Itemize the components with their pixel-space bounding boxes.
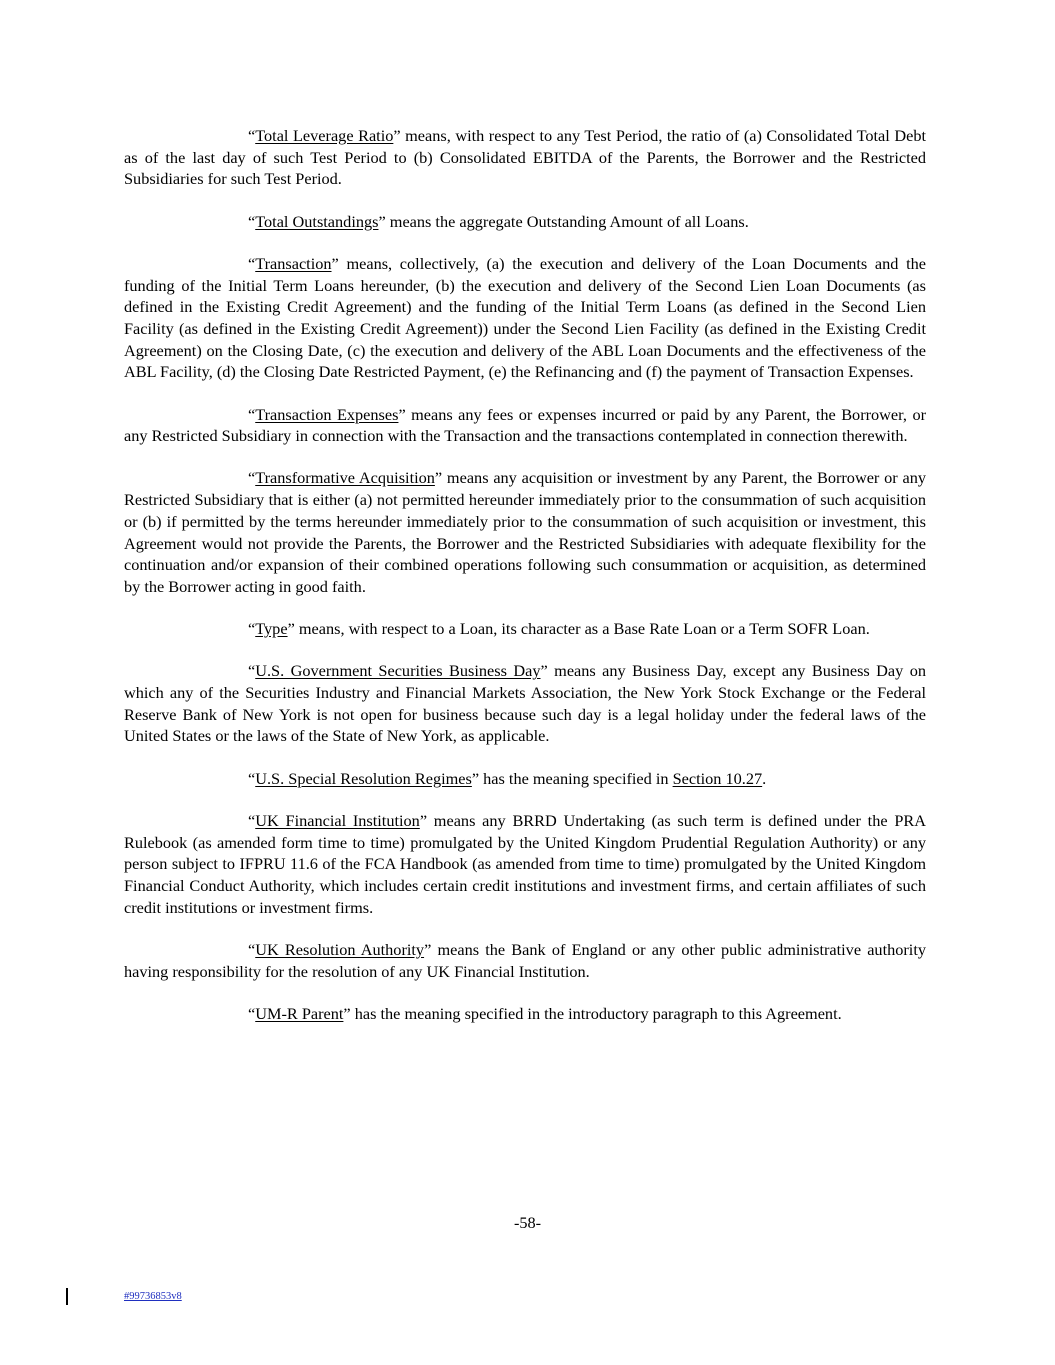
definition-um-r-parent [124, 1003, 926, 1025]
definition-text: means any fees or expenses incurred or paid by any Parent, the Borrower, or any Restricted Subsidiary in connection with the Transaction and the transactions contemplated in connection therewith. [124, 404, 927, 446]
open-quote: “ [248, 810, 256, 830]
definition-uk-resolution-authority [124, 939, 926, 982]
defined-term: U.S. Government Securities Business Day [255, 661, 541, 681]
revision-margin-bar [66, 1288, 68, 1305]
definition-text: has the meaning specified in [479, 768, 673, 788]
definition-us-government-securities-business-day [124, 660, 926, 747]
definition-text: has the meaning specified in the introductory paragraph to this Agreement. [350, 1003, 842, 1023]
defined-term: U.S. Special Resolution Regimes [255, 768, 472, 788]
close-quote: ” [398, 404, 406, 424]
defined-term: Total Leverage Ratio [255, 126, 394, 145]
close-quote: ” [419, 810, 428, 830]
close-quote: ” [287, 619, 295, 639]
open-quote: “ [248, 939, 256, 959]
open-quote: “ [248, 468, 256, 488]
defined-term: Type [255, 619, 288, 639]
defined-term: UK Financial Institution [255, 810, 420, 830]
defined-term: Total Outstandings [255, 211, 379, 231]
close-quote: ” [471, 768, 480, 788]
definition-text-end: . [762, 768, 767, 788]
open-quote: “ [248, 768, 256, 788]
open-quote: “ [248, 126, 256, 145]
close-quote: ” [378, 211, 386, 231]
definition-total-leverage-ratio [124, 125, 926, 190]
page-number: -58- [513, 1213, 542, 1232]
definition-transformative-acquisition [124, 467, 926, 597]
definition-us-special-resolution-regimes [124, 768, 926, 790]
definition-text: means, collectively, (a) the execution and delivery of the Loan Documents and the funding of the Initial Term Loans hereunder, (b) the execution and delivery of the Second Lien Loan Documents (as defined in the Existing Credit Agreement) and the funding of the Initial Term Loans (as defined in the Second Lien Facility (as defined in the Existing Credit Agreement)) under the Second Lien Facility (as defined in the Existing Credit Agreement) on the Closing Date, (c) the execution and delivery of the ABL Loan Documents and the effectiveness of the ABL Facility, (d) the Closing Date Restricted Payment, (e) the Refinancing and (f) the payment of Transaction Expenses. [124, 253, 926, 382]
close-quote: ” [540, 661, 548, 681]
definition-type [124, 618, 926, 640]
definition-text: means any acquisition or investment by any Parent, the Borrower or any Restricted Subsidiary that is either (a) not permitted hereunder immediately prior to the consummation of such acquisition or (b) if permitted by the terms hereunder immediately prior to the consummation of such acquisition or investment, this Agreement would not provide the Parents, the Borrower and the Restricted Subsidiaries with adequate flexibility for the continuation and/or expansion of their combined operations following such consummation or acquisition, as determined by the Borrower acting in good faith. [124, 468, 927, 596]
definition-total-outstandings [124, 211, 926, 233]
open-quote: “ [248, 661, 256, 681]
defined-term: Transaction Expenses [255, 404, 399, 424]
close-quote: ” [434, 468, 443, 488]
open-quote: “ [248, 253, 256, 273]
defined-term: Transformative Acquisition [255, 468, 435, 488]
defined-term: UM-R Parent [255, 1003, 344, 1023]
definition-text: means any Business Day, except any Business Day on which any of the Securities Industry and Financial Markets Association, the New York Stock Exchange or the Federal Reserve Bank of New York is not open for business because such day is a legal holiday under the federal laws of the United States or the laws of the State of New York, as applicable. [124, 661, 926, 746]
close-quote: ” [424, 939, 432, 959]
open-quote: “ [248, 619, 256, 639]
open-quote: “ [248, 211, 256, 231]
definition-text: means, with respect to a Loan, its character as a Base Rate Loan or a Term SOFR Loan. [294, 619, 870, 639]
definition-transaction [124, 253, 926, 383]
close-quote: ” [393, 126, 401, 145]
definition-text: means the Bank of England or any other public administrative authority having responsibility for the resolution of any UK Financial Institution. [124, 939, 926, 981]
open-quote: “ [248, 404, 256, 424]
section-reference: Section 10.27 [672, 768, 763, 788]
definition-text: means, with respect to any Test Period, the ratio of (a) Consolidated Total Debt as of the last day of such Test Period to (b) Consolidated EBITDA of the Parents, the Borrower and the Restricted Subsidiaries for such Test Period. [124, 126, 926, 189]
document-id-link[interactable]: #99736853v8 [124, 1291, 182, 1302]
definition-uk-financial-institution [124, 810, 926, 919]
defined-term: UK Resolution Authority [255, 939, 425, 959]
definition-text: means the aggregate Outstanding Amount of all Loans. [385, 211, 749, 231]
definitions-section [124, 125, 926, 1045]
open-quote: “ [248, 1003, 256, 1023]
definition-transaction-expenses [124, 404, 926, 447]
defined-term: Transaction [255, 253, 332, 273]
definition-text: means any BRRD Undertaking (as such term is defined under the PRA Rulebook (as amended form time to time) promulgated by the United Kingdom Prudential Regulation Authority) or any person subject to IFPRU 11.6 of the FCA Handbook (as amended from time to time) promulgated by the United Kingdom Financial Conduct Authority, which includes certain credit institutions and investment firms, and certain affiliates of such credit institutions or investment firms. [124, 810, 927, 917]
close-quote: ” [331, 253, 339, 273]
close-quote: ” [343, 1003, 351, 1023]
